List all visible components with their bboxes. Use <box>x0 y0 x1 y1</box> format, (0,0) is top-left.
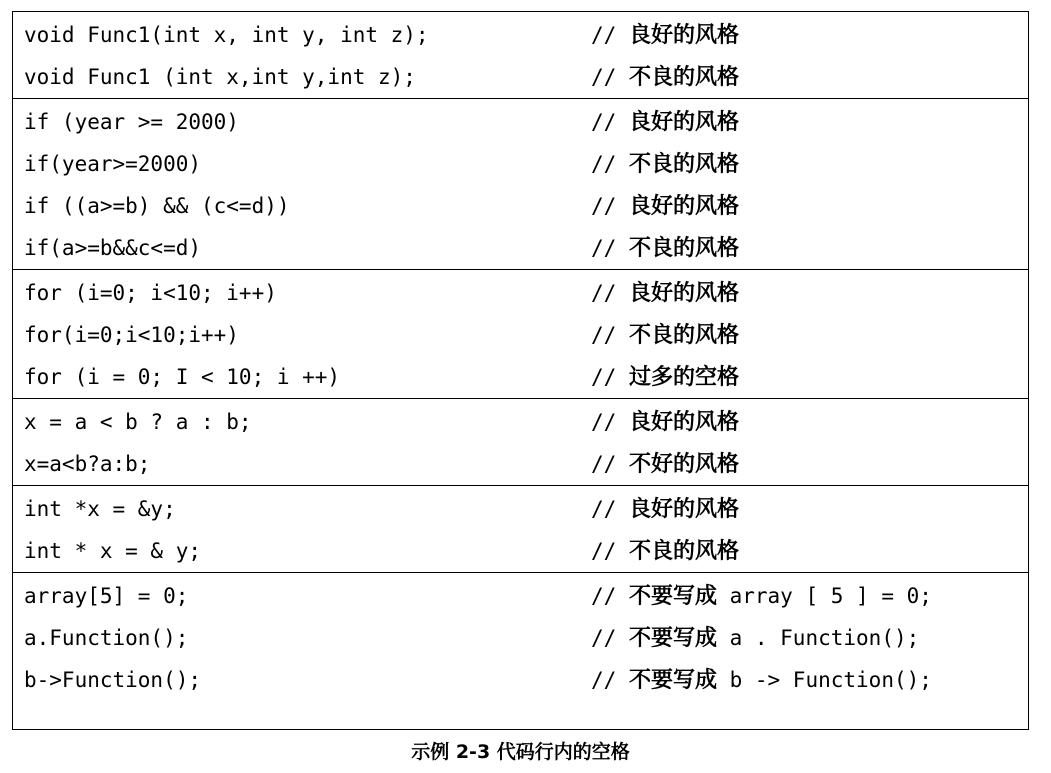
code-text: b->Function(); <box>24 668 202 692</box>
code-example-table <box>12 11 1029 730</box>
code-row <box>13 488 1028 530</box>
code-comment: // 良好的风格 <box>591 110 739 135</box>
code-row <box>13 227 1028 269</box>
code-text: for (i=0; i<10; i++) <box>24 281 277 305</box>
code-group <box>13 98 1028 269</box>
code-group <box>13 485 1028 572</box>
code-text: if(year>=2000) <box>24 152 202 176</box>
code-comment: // 不良的风格 <box>591 323 739 348</box>
code-group <box>13 398 1028 485</box>
code-row <box>13 530 1028 572</box>
code-row <box>13 56 1028 98</box>
code-text: int * x = & y; <box>24 539 202 563</box>
code-row <box>13 659 1028 701</box>
code-row <box>13 401 1028 443</box>
code-row <box>13 143 1028 185</box>
code-comment: // 良好的风格 <box>591 497 739 522</box>
code-comment: // 不良的风格 <box>591 65 739 90</box>
code-row <box>13 617 1028 659</box>
code-row <box>13 101 1028 143</box>
code-text: array[5] = 0; <box>24 584 189 608</box>
code-text: int *x = &y; <box>24 497 176 521</box>
code-row <box>13 272 1028 314</box>
code-comment: // 不要写成 a . Function(); <box>591 626 920 651</box>
code-comment: // 良好的风格 <box>591 23 739 48</box>
code-comment: // 良好的风格 <box>591 281 739 306</box>
code-text: for (i = 0; I < 10; i ++) <box>24 365 341 389</box>
code-group <box>13 572 1028 701</box>
code-comment: // 不良的风格 <box>591 539 739 564</box>
code-comment: // 不要写成 b -> Function(); <box>591 668 932 693</box>
code-text: if (year >= 2000) <box>24 110 239 134</box>
figure-caption: 示例 2-3 代码行内的空格 <box>411 741 630 763</box>
code-comment: // 不好的风格 <box>591 452 739 477</box>
code-text: for(i=0;i<10;i++) <box>24 323 239 347</box>
code-text: x = a < b ? a : b; <box>24 410 252 434</box>
code-comment: // 良好的风格 <box>591 410 739 435</box>
code-row <box>13 575 1028 617</box>
code-group <box>13 269 1028 398</box>
code-comment: // 不良的风格 <box>591 152 739 177</box>
code-comment: // 过多的空格 <box>591 365 739 390</box>
code-row <box>13 314 1028 356</box>
code-row <box>13 443 1028 485</box>
code-text: x=a<b?a:b; <box>24 452 151 476</box>
code-row <box>13 356 1028 398</box>
code-comment: // 不要写成 array [ 5 ] = 0; <box>591 584 932 609</box>
code-text: void Func1(int x, int y, int z); <box>24 23 429 47</box>
code-text: a.Function(); <box>24 626 189 650</box>
code-row <box>13 185 1028 227</box>
code-row <box>13 14 1028 56</box>
code-comment: // 不良的风格 <box>591 236 739 261</box>
code-text: if(a>=b&&c<=d) <box>24 236 202 260</box>
code-text: void Func1 (int x,int y,int z); <box>24 65 416 89</box>
code-comment: // 良好的风格 <box>591 194 739 219</box>
code-group <box>13 12 1028 98</box>
code-text: if ((a>=b) && (c<=d)) <box>24 194 290 218</box>
